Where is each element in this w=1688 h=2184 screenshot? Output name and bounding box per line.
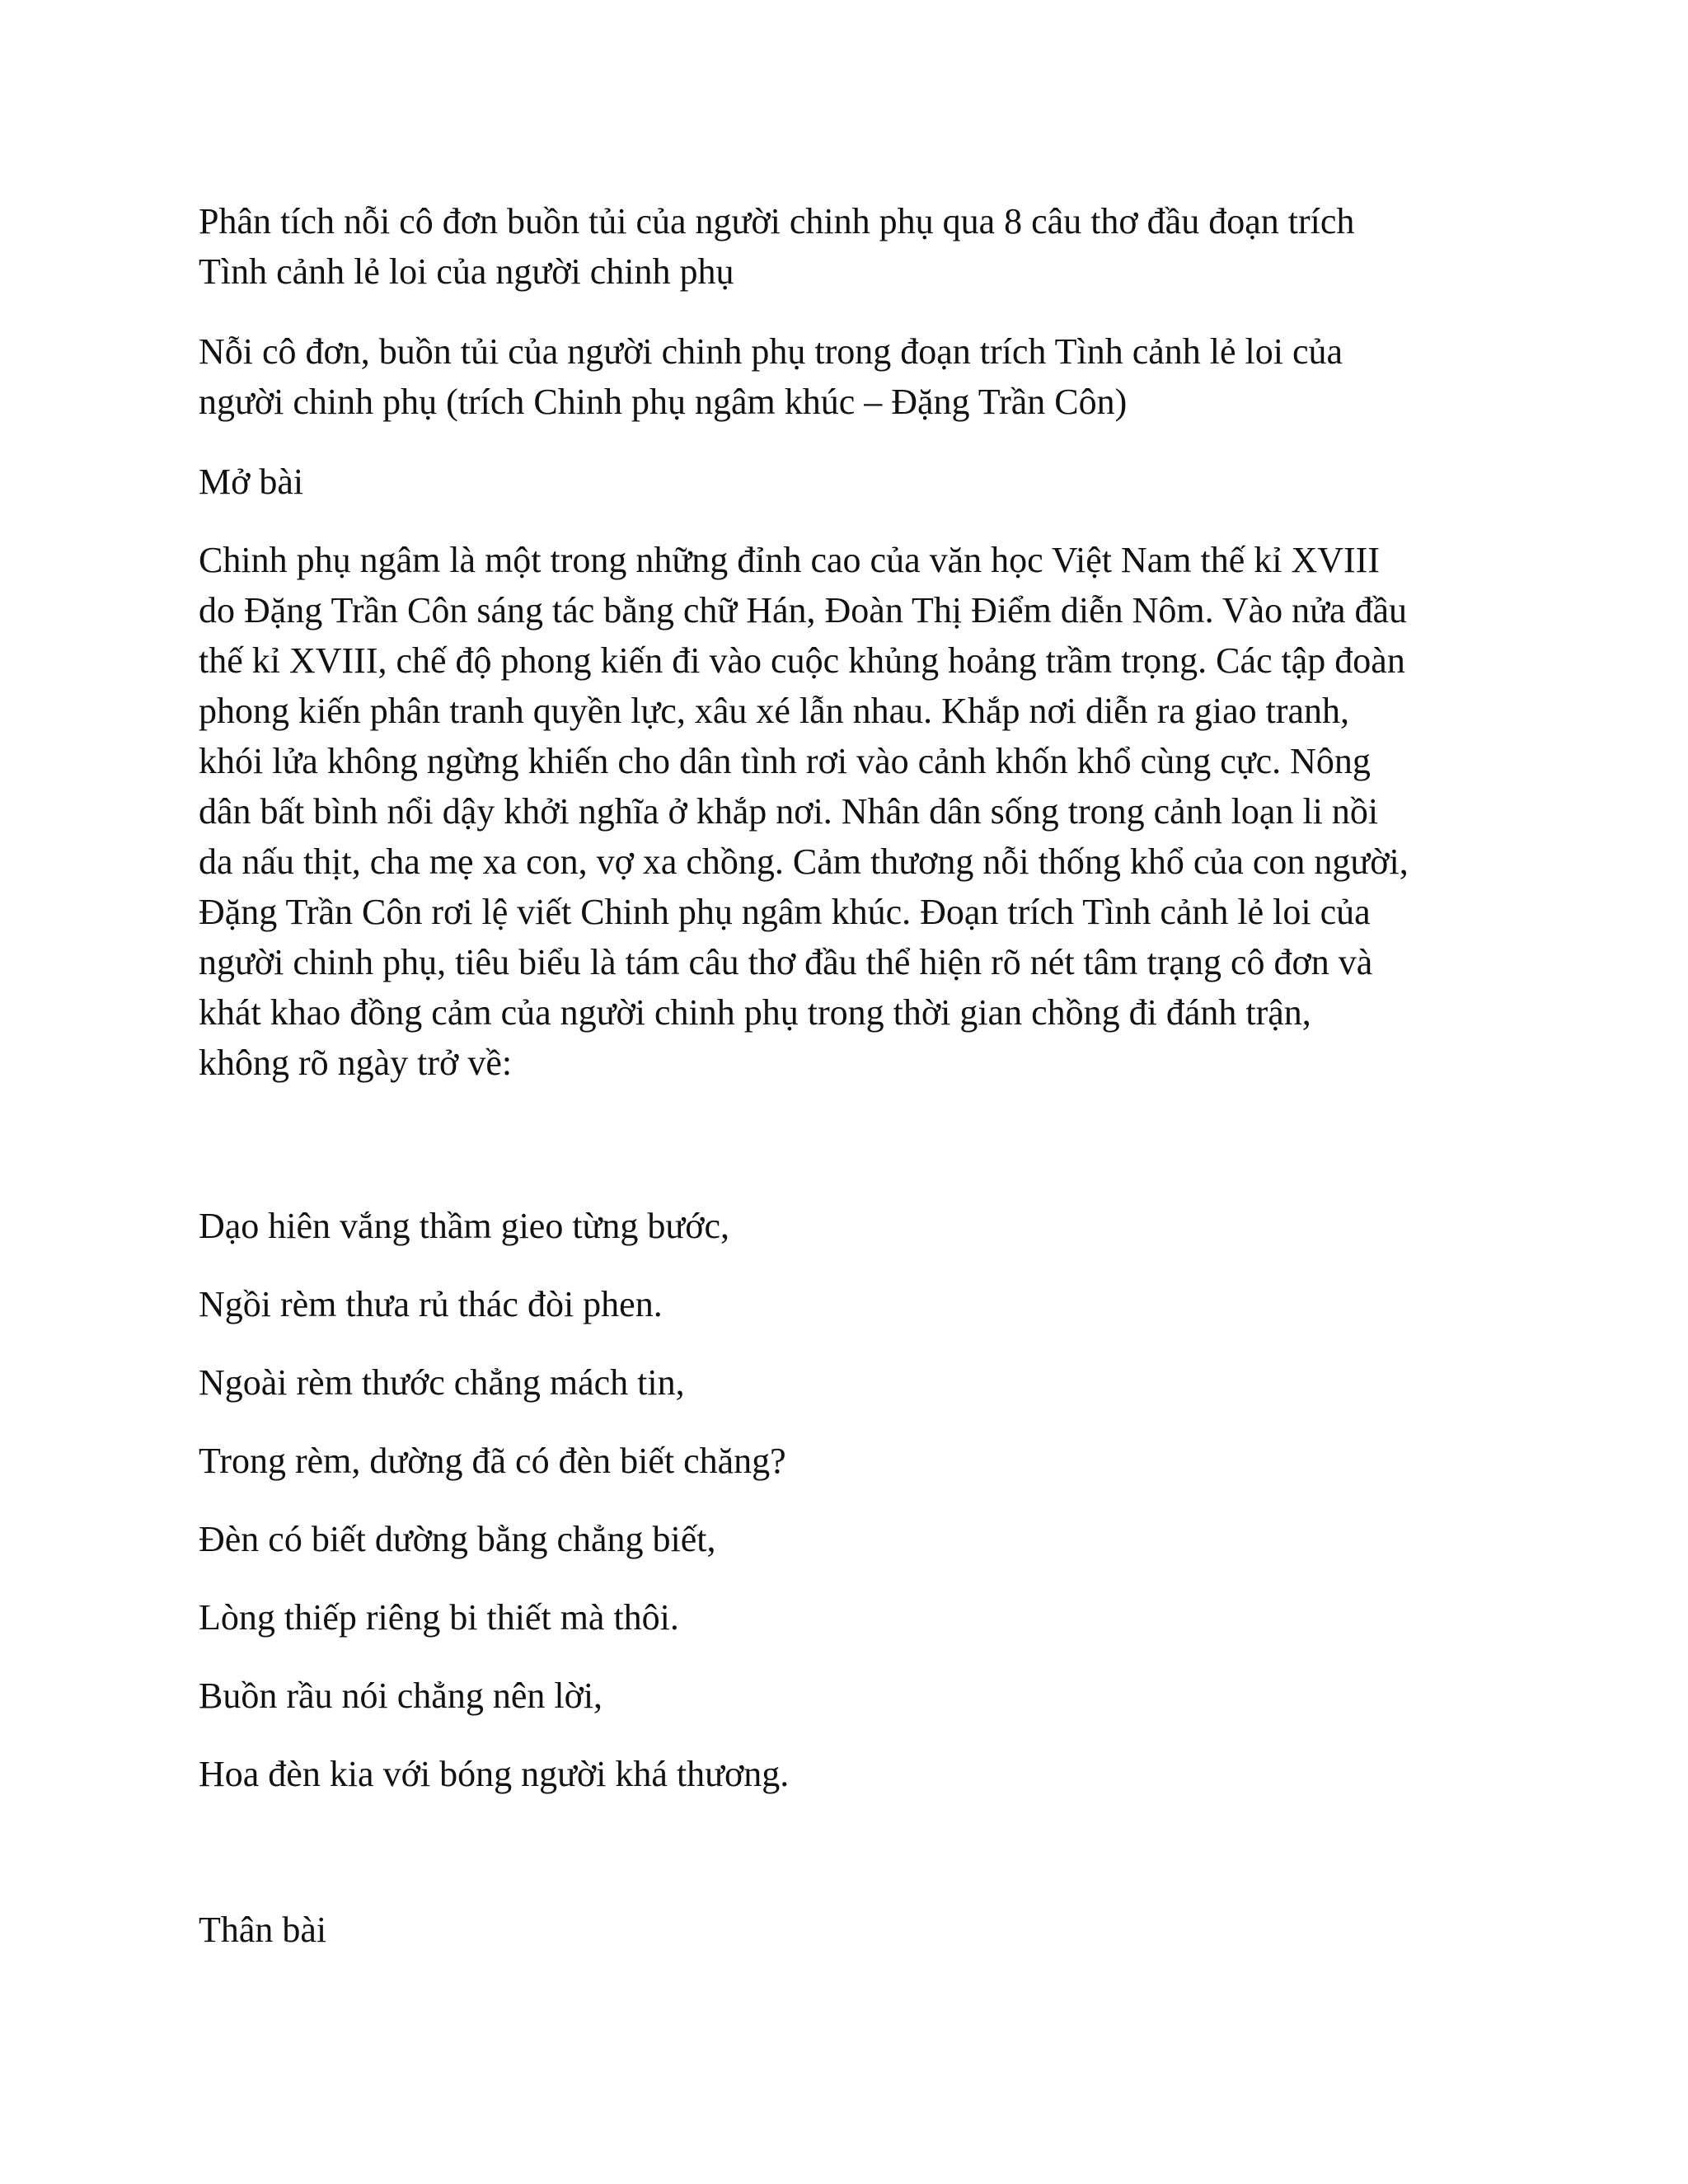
intro-paragraph: [199, 535, 1501, 1088]
section-heading-mo-bai: Mở bài: [199, 462, 304, 502]
paragraph-line: Chinh phụ ngâm là một trong những đỉnh cao của văn học Việt Nam thế kỉ XVIII: [199, 540, 1380, 580]
verse-line: Ngoài rèm thước chẳng mách tin,: [199, 1362, 685, 1403]
paragraph-line: dân bất bình nổi dậy khởi nghĩa ở khắp nơi. Nhân dân sống trong cảnh loạn li nồi: [199, 791, 1379, 832]
paragraph-line: không rõ ngày trở về:: [199, 1043, 513, 1083]
paragraph-line: người chinh phụ, tiêu biểu là tám câu thơ đầu thể hiện rõ nét tâm trạng cô đơn và: [199, 942, 1373, 982]
paragraph-line: do Đặng Trần Côn sáng tác bằng chữ Hán, Đoàn Thị Điểm diễn Nôm. Vào nửa đầu: [199, 590, 1408, 630]
verse-line: Hoa đèn kia với bóng người khá thương.: [199, 1754, 790, 1794]
verse-line: Đèn có biết dường bằng chẳng biết,: [199, 1519, 716, 1559]
paragraph-line: khói lửa không ngừng khiến cho dân tình rơi vào cảnh khốn khổ cùng cực. Nông: [199, 741, 1371, 781]
paragraph-line: khát khao đồng cảm của người chinh phụ trong thời gian chồng đi đánh trận,: [199, 992, 1311, 1033]
verse-line: Lòng thiếp riêng bi thiết mà thôi.: [199, 1597, 679, 1638]
subtitle-line: Nỗi cô đơn, buồn tủi của người chinh phụ trong đoạn trích Tình cảnh lẻ loi của: [199, 331, 1343, 372]
title-line: Phân tích nỗi cô đơn buồn tủi của người chinh phụ qua 8 câu thơ đầu đoạn trích: [199, 201, 1355, 241]
section-heading-than-bai: Thân bài: [199, 1910, 327, 1950]
paragraph-line: phong kiến phân tranh quyền lực, xâu xé lẫn nhau. Khắp nơi diễn ra giao tranh,: [199, 691, 1350, 731]
paragraph-line: thế kỉ XVIII, chế độ phong kiến đi vào cuộc khủng hoảng trầm trọng. Các tập đoàn: [199, 640, 1405, 681]
verse-line: Trong rèm, dường đã có đèn biết chăng?: [199, 1441, 786, 1481]
document-title: [199, 196, 1501, 297]
verse-line: Ngồi rèm thưa rủ thác đòi phen.: [199, 1284, 663, 1324]
title-line: Tình cảnh lẻ loi của người chinh phụ: [199, 251, 734, 292]
paragraph-line: Đặng Trần Côn rơi lệ viết Chinh phụ ngâm khúc. Đoạn trích Tình cảnh lẻ loi của: [199, 892, 1371, 932]
verse-line: Buồn rầu nói chẳng nên lời,: [199, 1675, 603, 1716]
document-subtitle: [199, 326, 1501, 427]
verse-line: Dạo hiên vắng thầm gieo từng bước,: [199, 1206, 730, 1246]
subtitle-line: người chinh phụ (trích Chinh phụ ngâm khúc – Đặng Trần Côn): [199, 382, 1128, 422]
paragraph-line: da nấu thịt, cha mẹ xa con, vợ xa chồng. Cảm thương nỗi thống khổ của con người,: [199, 841, 1409, 882]
